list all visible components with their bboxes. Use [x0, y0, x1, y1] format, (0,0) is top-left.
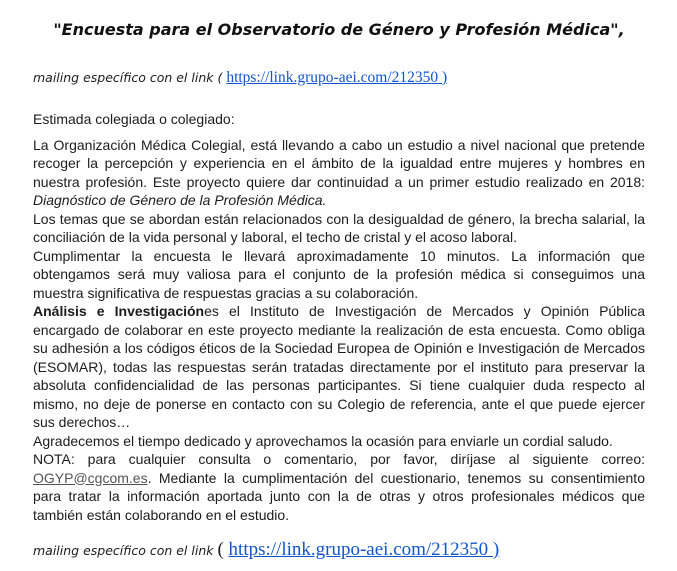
contact-email-link[interactable]: OGYP@cgcom.es: [33, 469, 148, 486]
mailing-label-bottom: mailing específico con el link: [33, 543, 218, 558]
paragraph-organizacion: [33, 136, 645, 210]
institute-name-bold: Análisis e Investigación: [33, 303, 205, 319]
mailing-label-top: mailing específico con el link (: [33, 70, 227, 85]
paragraph-encuesta: Cumplimentar la encuesta le llevará aproximadamente 10 minutos. La información que obtengamos será muy valiosa para el conjunto de la profesión médica si conseguimos una muestra significativa de respuestas gracias a su colaboración.: [33, 247, 645, 301]
nota-text-after: . Mediante la cumplimentación del cuestionario, tenemos su consentimiento para tratar la información aportada junto con la de otras y otros profesionales médicos que también están colaborando en el estudio.: [33, 469, 645, 523]
greeting-line: Estimada colegiada o colegiado:: [33, 111, 235, 127]
study-title-italic: Diagnóstico de Género de la Profesión Médica.: [33, 192, 327, 208]
paragraph-instituto-text: es el Instituto de Investigación de Mercados y Opinión Pública encargado de colaborar en este proyecto mediante la realización de esta encuesta. Como obliga su adhesión a los códigos éticos de la Sociedad Europea de Opinión e Investigación de Mercados (ESOMAR), todas las respuestas serán tratadas directamente por el instituto para preservar la absoluta confidencialidad de las personas participantes. Si tiene cualquier duda respecto al mismo, no deje de ponerse en contacto con su Colegio de referencia, ante el que puede ejercer sus derechos…: [33, 303, 646, 430]
document-title: "Encuesta para el Observatorio de Género y Profesión Médica",: [53, 20, 625, 39]
paragraph-nota: [33, 450, 645, 524]
paragraph-organizacion-text: La Organización Médica Colegial, está llevando a cabo un estudio a nivel nacional que pretende recoger la percepción y experiencia en el ámbito de la igualdad entre mujeres y hombres en nuestra profesión. Este proyecto quiere dar continuidad a un primer estudio realizado en 2018:: [33, 136, 645, 190]
mailing-paren-bottom: (: [217, 539, 229, 560]
nota-text-before: NOTA: para cualquier consulta o comentario, por favor, diríjase al siguiente correo:: [33, 451, 645, 467]
mailing-line-bottom: [33, 539, 645, 561]
mailing-line-top: [33, 69, 645, 87]
paragraph-temas: Los temas que se abordan están relacionados con la desigualdad de género, la brecha salarial, la conciliación de la vida personal y laboral, el techo de cristal y el acoso laboral.: [33, 210, 645, 245]
paragraph-instituto: [33, 302, 645, 432]
survey-link-top[interactable]: https://link.grupo-aei.com/212350 ): [226, 69, 448, 86]
paragraph-agradecimiento: Agradecemos el tiempo dedicado y aprovechamos la ocasión para enviarle un cordial saludo.: [33, 432, 613, 449]
survey-link-bottom[interactable]: https://link.grupo-aei.com/212350 ): [228, 539, 500, 560]
